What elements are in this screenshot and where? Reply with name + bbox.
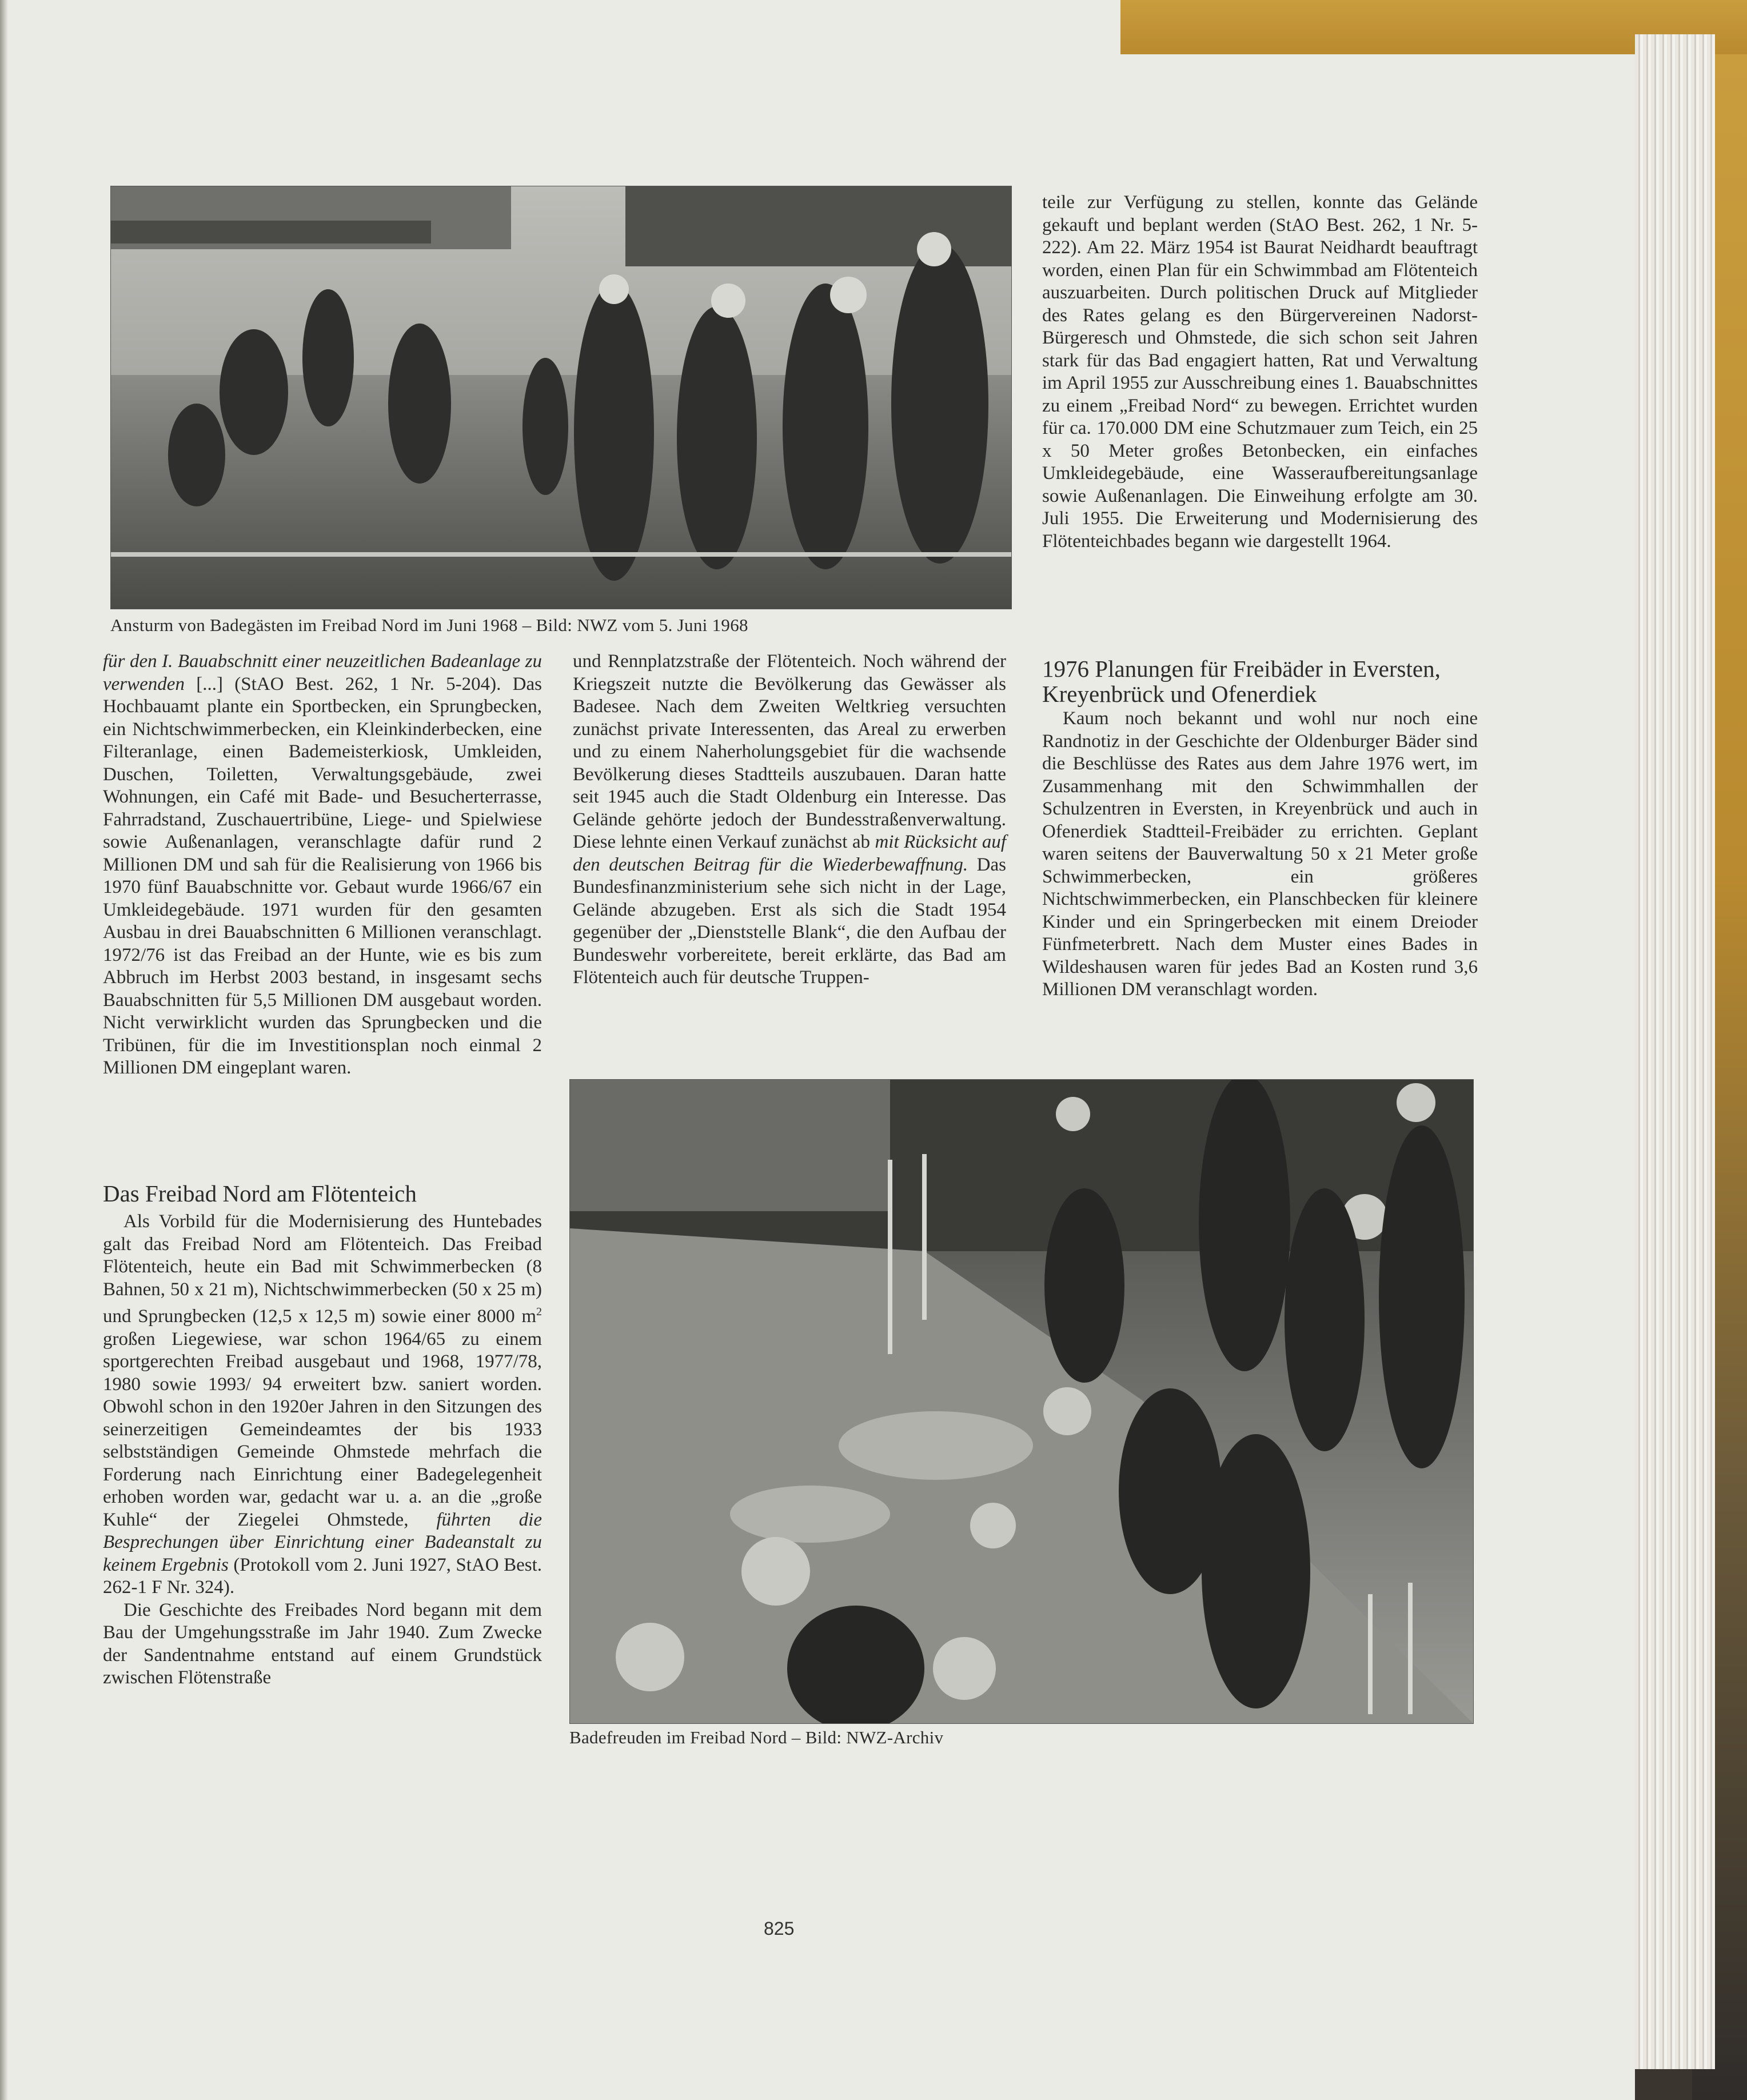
left-paragraph-2 <box>103 1211 542 1599</box>
left-paragraph-3: Die Geschichte des Freibades Nord begann mit dem Bau der Umgehungsstraße im Jahr 1940. Zum Zwecke der Sandentnahme entstand auf einem Grundstück zwischen Flötenstraße <box>103 1599 542 1688</box>
left-column-lower <box>103 1211 542 1690</box>
heading-freibad-nord: Das Freibad Nord am Flötenteich <box>103 1180 417 1207</box>
caption-top-photo: Ansturm von Badegästen im Freibad Nord im Juni 1968 – Bild: NWZ vom 5. Juni 1968 <box>110 615 748 635</box>
italic-quote: führten die Besprechungen über Einrichtung einer Badeanstalt zu keinem Ergebnis <box>103 1509 542 1575</box>
page-gutter <box>0 0 8 2100</box>
page-number: 825 <box>764 1918 795 1939</box>
left-column <box>103 650 542 1080</box>
text-run: (Protokoll vom 2. Juni 1927, StAO Best. 262-1 F Nr. 324). <box>103 1554 542 1598</box>
italic-quote: für den I. Bauabschnitt einer neuzeitlichen Badeanlage zu verwenden <box>103 651 542 694</box>
text-run: [...] (StAO Best. 262, 1 Nr. 5-204). Das Hochbauamt plante ein Sportbecken, ein Sprungbecken, ein Nichtschwimmerbecken, ein Kleinkinderbecken, eine Filteranlage, einen Bademeisterkiosk, Umkleiden, Duschen, Toiletten, Verwaltungsgebäude, zwei Wohnungen, ein Café mit Bade- und Besucherterrasse, Fahrradstand, Zuschauertribüne, Liege- und Spielwiese sowie Außenanlagen, veranschlagte dafür rund 2 Millionen DM und sah für die Realisierung von 1966 bis 1970 fünf Bauabschnitte vor. Gebaut wurde 1966/67 ein Umkleidegebäude. 1971 wurden für den gesamten Ausbau in drei Bauabschnitten 6 Millionen veranschlagt. 1972/76 ist das Freibad an der Hunte, wie es bis zum Abbruch im Herbst 2003 bestand, in insgesamt sechs Bauabschnitten für 5,5 Millionen DM ausgebaut worden. Nicht verwirklicht wurden das Sprungbecken und die Tribünen, für die im Investitionsplan noch einmal 2 Millionen DM eingeplant waren. <box>103 673 542 1078</box>
text-run: großen Liegewiese, war schon 1964/65 zu einem sportgerechten Freibad ausgebaut und 1968, 1977/78, 1980 sowie 1993/ 94 erweitert bzw. saniert worden. Obwohl schon in den 1920er Jahren in den Sitzungen des seinerzeitigen Gemeindeamtes der bis 1933 selbstständigen Gemeinde Ohmstede mehrfach die Forderung nach Einrichtung einer Badegelegenheit erhoben worden war, gedacht war u. a. an die „große Kuhle“ der Ziegelei Ohmstede, <box>103 1328 542 1530</box>
right-column <box>1042 191 1478 553</box>
right-paragraph-1: teile zur Verfügung zu stellen, konnte das Gelände gekauft und beplant werden (StAO Best. 262, 1 Nr. 5-222). Am 22. März 1954 ist Baurat Neidhardt beauftragt worden, einen Plan für ein Schwimmbad am Flötenteich auszuarbeiten. Durch politischen Druck auf Mitglieder des Rates gelang es den Bürgervereinen Nadorst-Bürgeresch und Ohmstede, die sich schon seit Jahren stark für das Bad engagiert hatten, Rat und Verwaltung im April 1955 zur Ausschreibung eines 1. Bauabschnittes zu einem „Freibad Nord“ zu bewegen. Errichtet wurden für ca. 170.000 DM eine Schutzmauer zum Teich, ein 25 x 50 Meter großes Betonbecken, ein einfaches Umkleidegebäude, eine Wasseraufbereitungsanlage sowie Außenanlagen. Die Einweihung erfolgte am 30. Juli 1955. Die Erweiterung und Modernisierung des Flötenteichbades begann wie dargestellt 1964. <box>1042 192 1478 552</box>
left-paragraph-1 <box>103 650 542 1080</box>
italic-quote: mit Rücksicht auf den deutschen Beitrag für die Wiederbewaffnung. <box>573 832 1006 875</box>
page-edges <box>1635 34 1715 2069</box>
middle-column <box>573 650 1006 989</box>
photo-swimmers-1968 <box>110 186 1012 609</box>
caption-bottom-photo: Badefreuden im Freibad Nord – Bild: NWZ-Archiv <box>569 1727 944 1747</box>
right-paragraph-2: Kaum noch bekannt und wohl nur noch eine Randnotiz in der Geschichte der Oldenburger Bäder sind die Beschlüsse des Rates aus dem Jahre 1976 wert, im Zusammenhang mit den Schwimmhallen der Schulzentren in Eversten, in Kreyenbrück und auch in Ofenerdiek Stadtteil-Freibäder zu errichten. Geplant waren seitens der Bauverwaltung 50 x 21 Meter große Schwimmerbecken, ein größeres Nichtschwimmerbecken, ein Planschbecken für kleinere Kinder und ein Springerbecken mit einem Dreioder Fünfmeterbrett. Nach dem Muster eines Bades in Wildeshausen waren für jedes Bad an Kosten rund 3,6 Millionen DM veranschlagt worden. <box>1042 708 1478 1000</box>
heading-planungen-1976: 1976 Planungen für Freibäder in Eversten, Kreyenbrück und Ofenerdiek <box>1042 656 1441 707</box>
superscript: 2 <box>536 1305 542 1318</box>
text-run: Als Vorbild für die Modernisierung des Huntebades galt das Freibad Nord am Flötenteich. Das Freibad Flötenteich, heute ein Bad mit Schwimmerbecken (8 Bahnen, 50 x 21 m), Nichtschwimmerbecken (50 x 25 m) und Sprungbecken (12,5 x 12,5 m) sowie einer 8000 m <box>103 1211 542 1327</box>
text-run: Das Bundesfinanzministerium sehe sich nicht in der Lage, Gelände abzugeben. Erst als sich die Stadt 1954 gegenüber der „Dienststelle Blank“, die den Aufbau der Bundeswehr vorbereitete, bereit erklärte, das Bad am Flötenteich auch für deutsche Truppen- <box>573 854 1006 988</box>
right-column-lower <box>1042 708 1478 1001</box>
middle-paragraph <box>573 650 1006 989</box>
text-run: und Rennplatzstraße der Flötenteich. Noch während der Kriegszeit nutzte die Bevölkerung das Gewässer als Badesee. Nach dem Zweiten Weltkrieg versuchten zunächst private Interessenten, das Areal zu erwerben und zu einem Naherholungsgebiet für die wachsende Bevölkerung dieses Stadtteils auszubauen. Daran hatte seit 1945 auch die Stadt Oldenburg ein Interesse. Das Gelände gehörte jedoch der Bundesstraßenverwaltung. Diese lehnte einen Verkauf zunächst ab <box>573 651 1006 852</box>
photo-badefreuden <box>569 1079 1474 1724</box>
